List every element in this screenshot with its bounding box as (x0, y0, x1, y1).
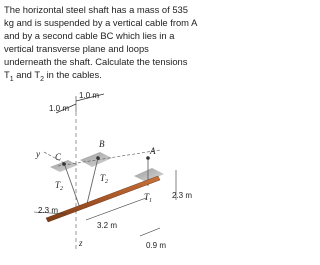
problem-text-2: and T (13, 69, 41, 80)
problem-text-3: in the cables. (43, 69, 102, 80)
point-a-label: A (150, 146, 156, 156)
point-c-label: C (55, 152, 62, 162)
dashed-line-ca (58, 150, 160, 166)
point-b-label: B (99, 139, 105, 149)
dim-line-09 (140, 228, 160, 236)
t1-subscript: 1 (9, 75, 14, 83)
cable-bc-left (64, 163, 80, 208)
dim-label-09: 0.9 m (146, 241, 167, 250)
problem-text-1: The horizontal steel shaft has a mass of 535 kg and is suspended by a vertical cable from A and by a second cable BC which lies in a vertical transverse plane and loops underneath the shaft. Calculate the tensions T (4, 4, 197, 80)
dim-label-23-right: 2.3 m (172, 191, 193, 200)
dim-label-top: 1.0 m (79, 91, 100, 100)
tension-t2-left-label: $T_2$ (55, 180, 64, 192)
dim-label-23-left: 2.3 m (38, 206, 59, 215)
t2-subscript: 2 (40, 75, 44, 83)
tension-t2-right-label: $T_2$ (100, 173, 109, 185)
dim-label-32: 3.2 m (97, 221, 118, 230)
point-a-marker (146, 156, 150, 160)
axis-z-label: z (79, 238, 83, 248)
point-c-marker (62, 162, 66, 166)
dim-label-left: 1.0 m (49, 104, 70, 113)
axis-y-label: y (36, 149, 40, 159)
point-b-marker (96, 156, 100, 160)
tension-t1-label: $T_1$ (144, 192, 153, 204)
